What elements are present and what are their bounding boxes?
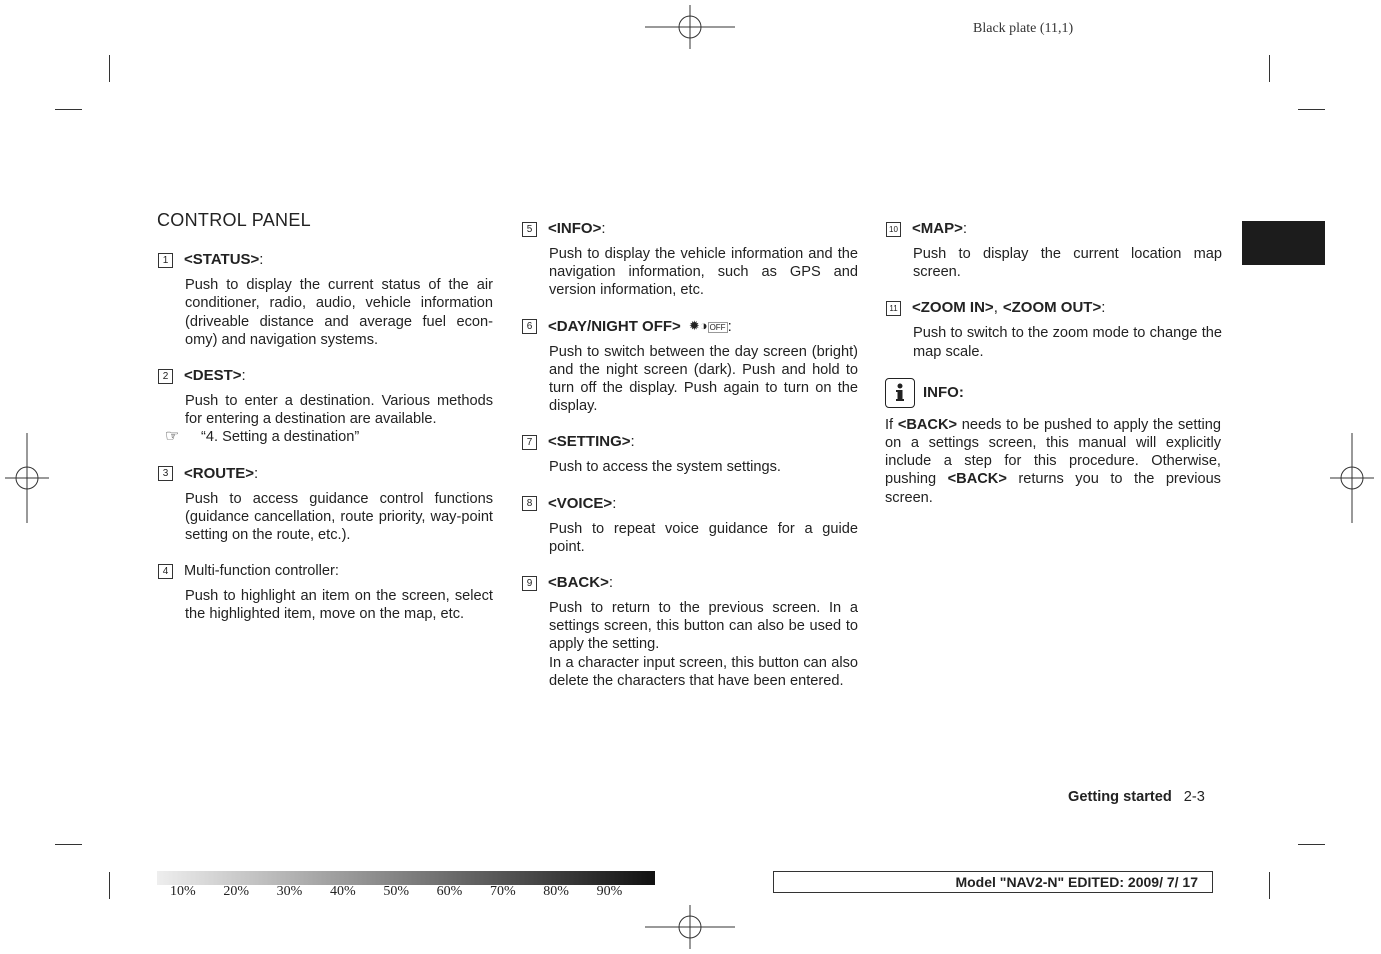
registration-mark-right bbox=[1330, 433, 1374, 523]
item-body: Push to repeat voice guidance for a guide point. bbox=[549, 520, 858, 555]
percent-label: 60% bbox=[436, 884, 463, 899]
item-label: <VOICE> bbox=[548, 494, 613, 512]
item-body: Push to access guidance control functions (guidance cancellation, route priority, way-point setting on the route, etc.). bbox=[185, 490, 493, 544]
item-label: <ROUTE> bbox=[184, 464, 255, 482]
item-number: 9 bbox=[522, 576, 537, 591]
item-label: Multi-function controller: bbox=[184, 563, 339, 580]
reference-link bbox=[165, 428, 493, 446]
item-number: 8 bbox=[522, 496, 537, 511]
section-name: Getting started bbox=[1068, 789, 1172, 805]
item-number: 3 bbox=[158, 466, 173, 481]
item-number: 4 bbox=[158, 564, 173, 579]
item-multifunction bbox=[162, 561, 493, 623]
item-number: 2 bbox=[158, 369, 173, 384]
registration-mark-bottom bbox=[645, 905, 735, 949]
registration-mark-top bbox=[645, 5, 735, 49]
chapter-tab bbox=[1242, 221, 1325, 265]
item-map bbox=[889, 219, 1222, 281]
item-voice bbox=[526, 494, 858, 556]
page-footer bbox=[1068, 789, 1205, 805]
item-zoom bbox=[889, 298, 1222, 360]
percent-label: 90% bbox=[596, 884, 623, 899]
item-status bbox=[162, 250, 493, 349]
info-text-2: needs to be pushed to apply the setting on a settings screen, this manual will explicitly include a step for this procedure. Otherwise, pushing bbox=[885, 416, 1221, 488]
item-label: <DEST> bbox=[184, 366, 242, 384]
item-number: 6 bbox=[522, 319, 537, 334]
colon: : bbox=[612, 494, 617, 512]
info-title: INFO: bbox=[923, 383, 964, 401]
info-note bbox=[885, 378, 1222, 507]
item-body: Push to return to the previous screen. In a settings screen, this button can also be used to apply the setting. bbox=[549, 600, 858, 653]
info-text-1: If bbox=[885, 416, 894, 433]
colon: : bbox=[962, 219, 968, 237]
colon: : bbox=[1101, 299, 1106, 317]
item-label: <ZOOM IN> bbox=[912, 299, 994, 317]
item-body: Push to display the current status of the air conditioner, radio, audio, vehicle information (driveable distance and average fuel econ-omy) and navigation systems. bbox=[185, 277, 493, 348]
item-setting bbox=[526, 432, 858, 476]
registration-mark-left bbox=[5, 433, 49, 523]
reference-text: “4. Setting a destination” bbox=[201, 429, 360, 446]
colon: : bbox=[608, 573, 614, 591]
item-back bbox=[526, 573, 858, 690]
percent-label: 40% bbox=[329, 884, 356, 899]
item-day-night bbox=[526, 317, 858, 416]
section-title: CONTROL PANEL bbox=[157, 210, 311, 230]
info-text bbox=[885, 416, 1221, 507]
item-body: Push to highlight an item on the screen, select the highlighted item, move on the map, etc. bbox=[185, 588, 493, 623]
colon: : bbox=[241, 366, 246, 384]
item-label: <BACK> bbox=[548, 573, 609, 591]
info-text-3: returns you to the previous screen. bbox=[885, 471, 1221, 506]
percent-label: 20% bbox=[223, 884, 249, 899]
colon: : bbox=[601, 219, 606, 237]
item-number: 5 bbox=[522, 222, 537, 237]
item-label-2: <ZOOM OUT> bbox=[1002, 299, 1102, 317]
item-route bbox=[162, 464, 493, 545]
item-body: Push to switch between the day screen (bright) and the night screen (dark). Push and hold to turn off the display. Push again to turn on the display. bbox=[549, 343, 858, 415]
item-label: <SETTING> bbox=[548, 433, 631, 451]
off-badge: OFF bbox=[709, 322, 726, 332]
item-number: 7 bbox=[522, 435, 537, 450]
item-number: 1 bbox=[158, 253, 173, 268]
colon: : bbox=[727, 317, 732, 335]
colon: : bbox=[630, 433, 635, 451]
info-icon bbox=[885, 378, 915, 408]
model-box: Model "NAV2-N" EDITED: 2009/ 7/ 17 bbox=[773, 871, 1213, 893]
percent-label: 30% bbox=[276, 884, 303, 899]
item-body: Push to display the vehicle information and the navigation information, such as GPS and version information, etc. bbox=[549, 246, 858, 299]
pointing-hand-icon: ☞ bbox=[165, 428, 180, 446]
back-label: <BACK> bbox=[897, 416, 958, 433]
item-number: 10 bbox=[886, 222, 901, 237]
colon: : bbox=[259, 251, 264, 269]
item-body: Push to display the current location map screen. bbox=[913, 246, 1222, 281]
item-body: Push to access the system settings. bbox=[549, 459, 781, 476]
day-night-icon: ✹◑ OFF bbox=[688, 317, 726, 333]
item-body: Push to switch to the zoom mode to change the map scale. bbox=[913, 325, 1222, 360]
percent-label: 80% bbox=[543, 884, 569, 899]
page-number: 2-3 bbox=[1183, 789, 1205, 805]
item-label: <MAP> bbox=[912, 219, 963, 237]
item-dest bbox=[162, 366, 493, 447]
item-body-2: In a character input screen, this button can also delete the characters that have been entered. bbox=[549, 654, 858, 689]
item-label: <DAY/NIGHT OFF> bbox=[548, 317, 681, 335]
column-2 bbox=[526, 219, 858, 707]
percent-scale bbox=[170, 884, 650, 900]
gradient-bar bbox=[157, 871, 655, 885]
separator: , bbox=[993, 299, 998, 317]
item-number: 11 bbox=[886, 301, 901, 316]
plate-label: Black plate (11,1) bbox=[973, 21, 1074, 36]
item-label: <STATUS> bbox=[184, 251, 260, 269]
percent-label: 50% bbox=[383, 884, 409, 899]
item-info bbox=[526, 219, 858, 300]
item-label: <INFO> bbox=[548, 219, 602, 237]
column-3 bbox=[885, 219, 1222, 507]
percent-label: 10% bbox=[170, 884, 196, 899]
percent-label: 70% bbox=[489, 884, 516, 899]
colon: : bbox=[254, 464, 259, 482]
back-label-2: <BACK> bbox=[947, 471, 1007, 488]
item-body: Push to enter a destination. Various methods for entering a destination are available. bbox=[185, 393, 493, 428]
column-1 bbox=[157, 211, 493, 641]
